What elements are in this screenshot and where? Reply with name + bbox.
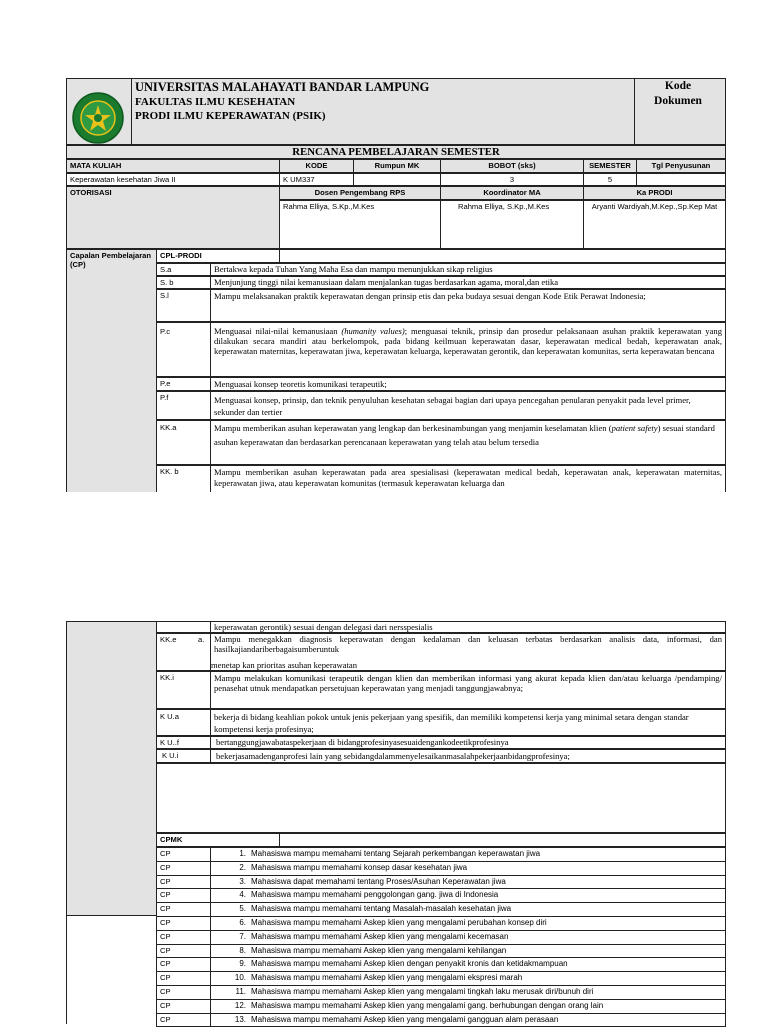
otorisasi-label: OTORISASI <box>70 188 112 197</box>
cpmk-code: CP <box>160 1000 171 1010</box>
bobot-header: BOBOT (sks) <box>488 161 536 170</box>
cpmk-code: CP <box>160 849 171 858</box>
cpl-code: K U.a <box>160 712 179 721</box>
rumpun-header: Rumpun MK <box>374 161 420 170</box>
semester-header: SEMESTER <box>589 161 631 170</box>
cpmk-text: Mahasiswa mampu memahami tentang Masalah-masalah kesehatan jiwa <box>251 904 512 914</box>
cpmk-code: CP <box>160 987 171 996</box>
rps-title: RENCANA PEMBELAJARAN SEMESTER <box>292 146 500 158</box>
cpl-code: S.l <box>160 291 169 300</box>
cpl-code: P.e <box>160 379 171 388</box>
mata-kuliah-header: MATA KULIAH <box>70 161 122 170</box>
cpmk-code: CP <box>160 1014 171 1024</box>
cpl-text: menetap kan prioritas asuhan keperawatan <box>211 660 358 670</box>
cpmk-number: 5. <box>239 904 246 914</box>
cpl-prodi-label: CPL-PRODI <box>160 251 202 260</box>
cpl-text: Bertakwa kepada Tuhan Yang Maha Esa dan mampu menunjukkan sikap religius <box>214 264 493 274</box>
cpl-text: Mampu menegakkan diagnosis keperawatan dengan kedalaman dan keluasan terbatas berdasarkan analisis data, informasi, dan hasilkajiandariberbagaisumberuntuk <box>214 634 722 654</box>
cpl-text: keperawatan gerontik) sesuai dengan delegasi dari nersspesialis <box>214 622 433 632</box>
cpl-text: bekerjasamadenganprofesi lain yang sebidangdalammenyelesaikanmasalahpekerjaanbidangprofesinya; <box>216 751 570 761</box>
cpmk-code: CP <box>160 931 171 941</box>
cpmk-number: 6. <box>239 918 246 927</box>
cpl-code: KK. b <box>160 467 179 476</box>
bobot-value: 3 <box>509 175 515 184</box>
cpmk-number: 11. <box>235 987 246 996</box>
cpmk-text: Mahasiswa mampu memahami konsep dasar kesehatan jiwa <box>251 862 468 872</box>
cpmk-number: 2. <box>239 862 246 872</box>
cpmk-text: Mahasiswa dapat memahami tentang Proses/Asuhan Keperawatan jiwa <box>251 876 506 886</box>
cp-label-cell-continued <box>66 621 157 916</box>
cpmk-number: 9. <box>239 959 246 969</box>
kaprodi-value: Aryanti Wardiyah,M.Kep.,Sp.Kep Mat <box>591 202 718 211</box>
cpl-text: Mampu melakukan komunikasi terapeutik dengan klien dan memberikan informasi yang akurat kepada klien dan/atau keluarga /pendamping/ penasehat utnuk mendapatkan persetujuan keperawatan yang menjadi tanggungjawabnya; <box>214 673 722 693</box>
cpl-code: K U..f <box>160 738 179 747</box>
koordinator-header: Koordinator MA <box>483 188 541 197</box>
cpmk-text: Mahasiswa mampu memahami penggolongan gang. jiwa di Indonesia <box>251 890 499 900</box>
program-name: PRODI ILMU KEPERAWATAN (PSIK) <box>135 110 326 122</box>
cpmk-text: Mahasiswa mampu memahami Askep klien yang mengalami perubahan konsep diri <box>251 918 547 927</box>
cpmk-code: CP <box>160 973 171 983</box>
cpl-text: Menguasai konsep, prinsip, dan teknik penyuluhan kesehatan sebagai bagian dari upaya pencegahan penularan penyakit pada level primer, sekunder dan tertier <box>214 395 691 417</box>
cpl-text: bekerja di bidang keahlian pokok untuk jenis pekerjaan yang spesifik, dan memiliki kompetensi kerja yang minimal setara dengan standar kompetensi kerja profesinya; <box>214 712 689 734</box>
semester-value: 5 <box>607 175 613 184</box>
cpmk-text: Mahasiswa mampu memahami tentang Sejarah perkembangan keperawatan jiwa <box>251 849 541 858</box>
cpmk-text: Mahasiswa mampu memahami Askep klien yang mengalami kecemasan <box>251 931 509 941</box>
empty-cell <box>156 763 726 833</box>
cp-label: Capalan Pembelajaran (CP) <box>70 251 152 269</box>
cpl-code: KK.a <box>160 423 177 432</box>
document-code-label: Kode Dokumen <box>654 80 702 107</box>
cpmk-text: Mahasiswa mampu memahami Askep klien yang mengalami tingkah laku merusak diri/bunuh diri <box>251 987 594 996</box>
cpl-code: KK.i <box>160 673 174 682</box>
cpl-code: P.c <box>160 327 170 336</box>
cpl-text: Mampu memberikan asuhan keperawatan yang lengkap dan berkesinambungan yang menjamin keselamatan klien (patient safety) sesuai standard asuhan keperawatan dan berdasarkan perencanaan keperawatan yang telah atau belum tersedia <box>214 423 715 447</box>
kode-header: KODE <box>305 161 328 170</box>
cpmk-code: CP <box>160 862 171 872</box>
cpmk-text: Mahasiswa mampu memahami Askep klien dengan penyakit kronis dan ketidakmampuan <box>251 959 568 969</box>
cpmk-code: CP <box>160 904 171 914</box>
cpmk-number: 10. <box>234 973 246 983</box>
cpmk-code: CP <box>160 890 171 900</box>
cpl-text: Menguasai nilai-nilai kemanusiaan (humanity values); menguasai teknik, prinsip dan prosedur pelaksanaan asuhan praktik keperawatan yang dilakukan secara mandiri atau berkelompok, pada bidang keilmuan keperawatan dasar, keperawatan medical bedah, keperawatan anak, keperawatan maternitas, keperawatan jiwa, keperawatan keluarga, keperawatan gerontik, dan keperawatan komunitas, serta keperawatan bencana <box>214 326 723 356</box>
cpl-code: K U.i <box>162 751 179 760</box>
cpmk-number: 4. <box>239 890 246 900</box>
cpl-code: S. b <box>160 278 174 287</box>
cpmk-number: 8. <box>239 945 246 955</box>
cpmk-code: CP <box>160 945 171 955</box>
cpmk-label: CPMK <box>160 835 183 844</box>
cpmk-code: CP <box>160 959 171 969</box>
cpl-text: Menjunjung tinggi nilai kemanusiaan dalam menjalankan tugas berdasarkan agama, moral,dan etika <box>214 277 559 287</box>
cpl-text: Mampu melaksanakan praktik keperawatan dengan prinsip etis dan peka budaya sesuai dengan Kode Etik Perawat Indonesia; <box>214 291 646 301</box>
tgl-header: Tgl Penyusunan <box>651 161 711 170</box>
cpl-code: P.f <box>160 393 169 402</box>
cpmk-number: 3. <box>239 876 246 886</box>
kaprodi-header: Ka PRODI <box>636 188 673 197</box>
cpl-code: KK.e <box>160 635 177 644</box>
cpl-sub-label: a. <box>198 635 205 644</box>
cpl-code: S.a <box>160 265 172 274</box>
cpmk-text: Mahasiswa mampu memahami Askep klien yang mengalami kehilangan <box>251 945 507 955</box>
university-name: UNIVERSITAS MALAHAYATI BANDAR LAMPUNG <box>135 80 430 94</box>
cpmk-text: Mahasiswa mampu memahami Askep klien yang mengalami gangguan alam perasaan <box>251 1014 559 1024</box>
cpmk-text: Mahasiswa mampu memahami Askep klien yang mengalami gang. berhubungan dengan orang lain <box>251 1000 604 1010</box>
cpmk-number: 1. <box>239 849 246 858</box>
cpmk-text: Mahasiswa mampu memahami Askep klien yang mengalami ekspresi marah <box>251 973 523 983</box>
mata-kuliah-value: Keperawatan kesehatan Jiwa II <box>70 175 176 184</box>
cpmk-number: 13. <box>234 1014 246 1024</box>
cpl-text: Mampu memberikan asuhan keperawatan pada area spesialisasi (keperawatan medical bedah, keperawatan anak, keperawatan maternitas, keperawatan jiwa, atau keperawatan komunitas (termasuk keperawatan keluarga dan <box>214 467 722 488</box>
cpmk-number: 12. <box>234 1000 246 1010</box>
cp-label-cell <box>66 249 157 492</box>
cpl-text: Menguasai konsep teoretis komunikasi terapeutik; <box>214 379 387 389</box>
cpmk-number: 7. <box>239 931 246 941</box>
cpmk-code: CP <box>160 876 171 886</box>
kode-value: K UM337 <box>283 175 315 184</box>
dosen-header: Dosen Pengembang RPS <box>314 188 406 197</box>
faculty-name: FAKULTAS ILMU KESEHATAN <box>135 96 296 108</box>
cpl-text: bertanggungjawabataspekerjaan di bidangprofesinyasesuaidengankodeetikprofesinya <box>216 737 509 747</box>
koordinator-value: Rahma Elliya, S.Kp.,M.Kes <box>458 202 550 211</box>
dosen-value: Rahma Elliya, S.Kp.,M.Kes <box>283 202 375 211</box>
cpmk-code: CP <box>160 918 171 927</box>
university-logo <box>71 91 125 145</box>
